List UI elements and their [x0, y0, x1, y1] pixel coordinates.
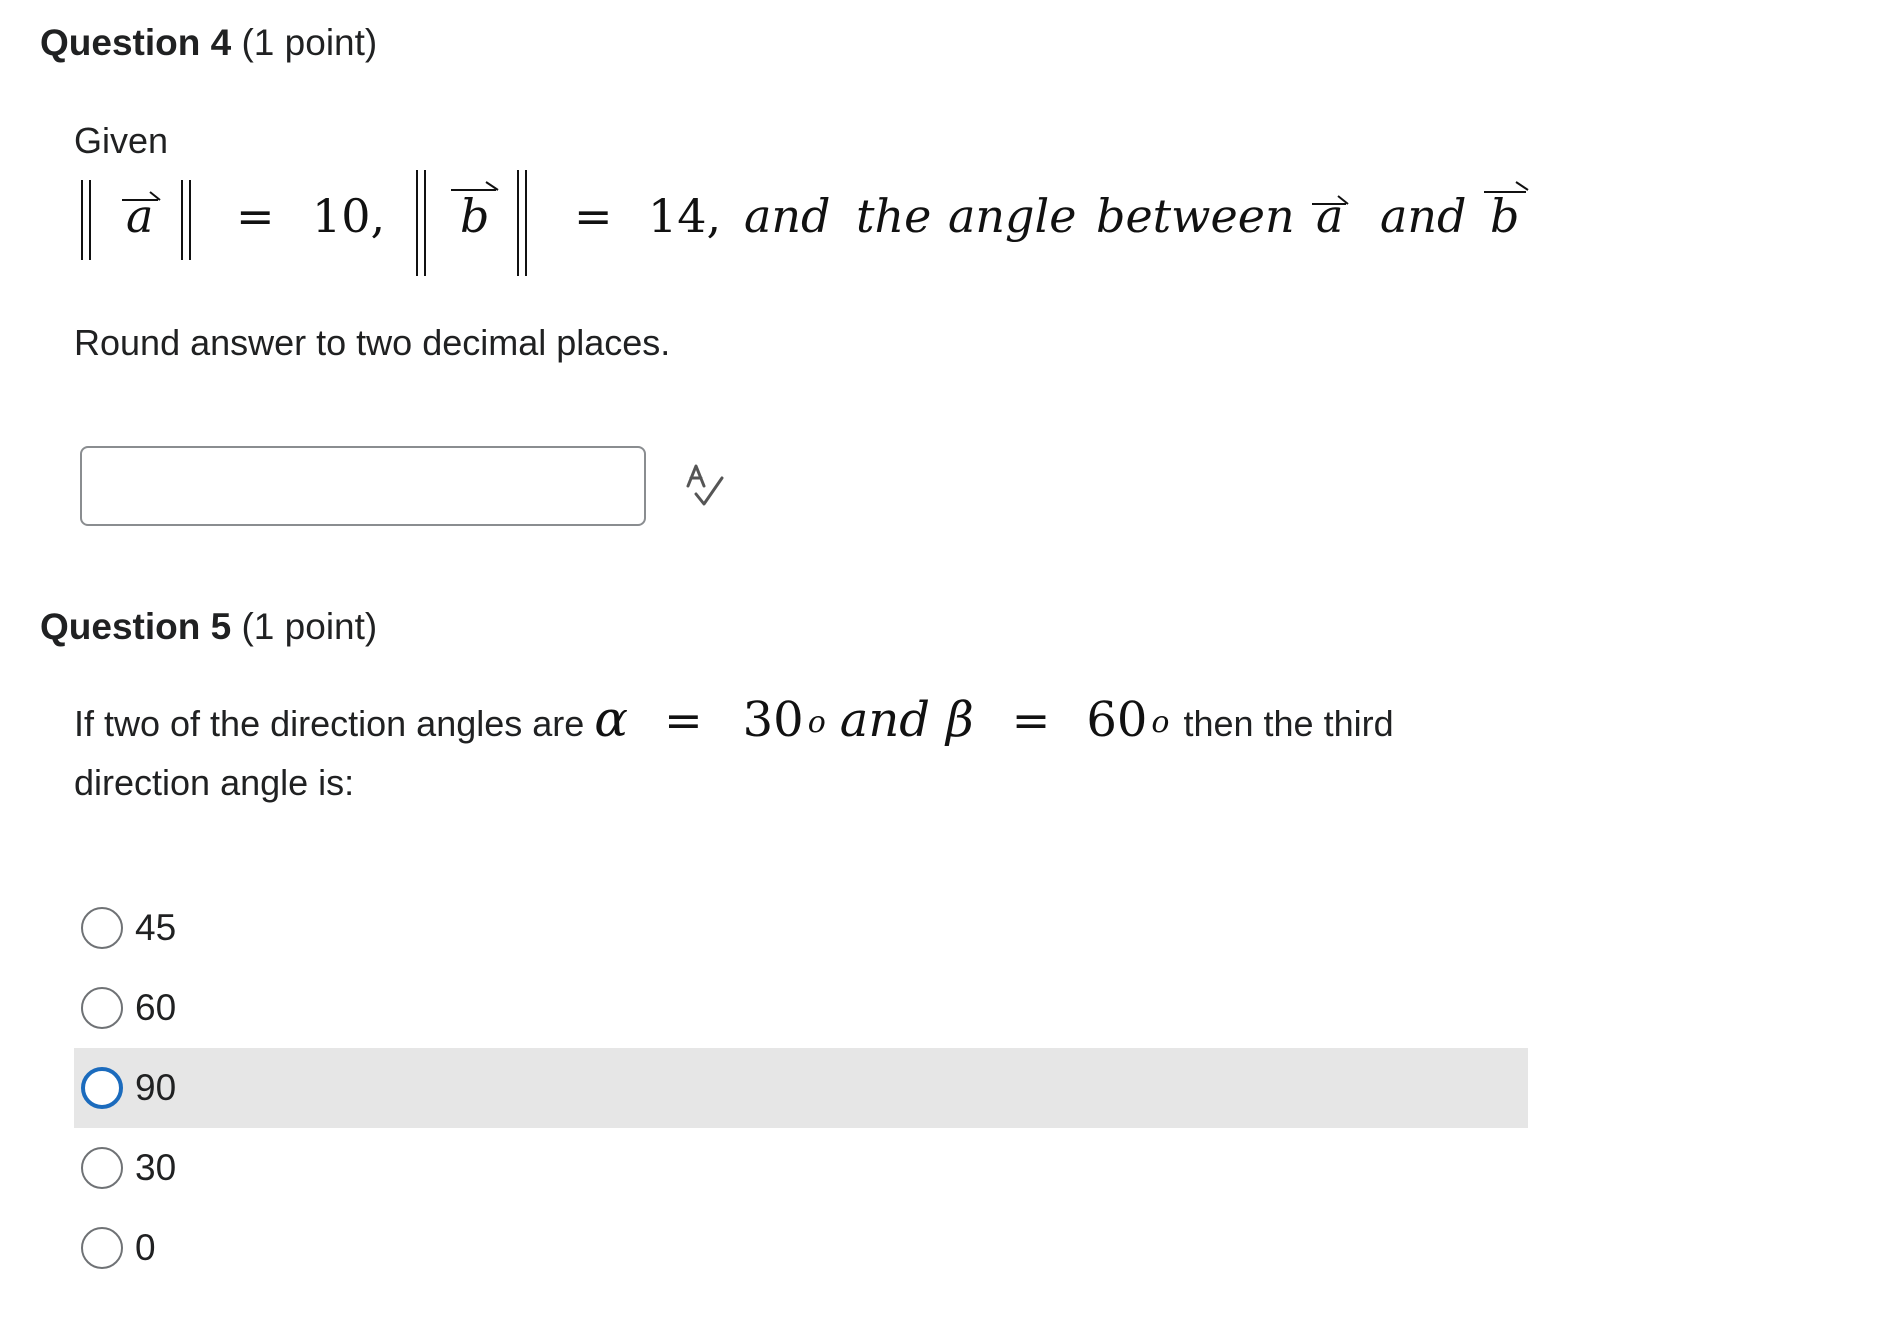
- round-instruction: Round answer to two decimal places.: [74, 322, 671, 363]
- vector-a-symbol: a: [126, 189, 154, 243]
- radio-button[interactable]: [81, 987, 123, 1029]
- option-label: 45: [135, 907, 177, 948]
- radio-button[interactable]: [81, 1147, 123, 1189]
- vector-b-symbol: b: [460, 189, 490, 243]
- magnitude-a-value: 10,: [312, 189, 386, 243]
- question-5-text-end: then the third: [1183, 703, 1394, 744]
- option-label: 60: [135, 987, 177, 1028]
- option-label: 30: [135, 1147, 177, 1188]
- equals-sign-beta: =: [1011, 693, 1051, 747]
- answer-input[interactable]: [80, 446, 646, 526]
- question-4-label: Question 4: [40, 22, 232, 63]
- question-5-title: [40, 606, 377, 648]
- option-60[interactable]: [74, 968, 1528, 1048]
- direction-angle-line-1: [74, 690, 1394, 754]
- alpha-value: 30: [742, 692, 804, 748]
- word-and-q5: and: [839, 692, 931, 748]
- radio-button[interactable]: [81, 1067, 123, 1109]
- option-30[interactable]: [74, 1128, 1528, 1208]
- word-and: and: [744, 189, 831, 243]
- option-45[interactable]: [74, 888, 1528, 968]
- equals-sign-1: =: [236, 189, 275, 243]
- equals-sign-2: =: [574, 189, 613, 243]
- option-label: 0: [135, 1227, 156, 1268]
- degree-mark-2: o: [1151, 705, 1170, 740]
- question-4-points: (1 point): [241, 22, 378, 63]
- question-5-points: (1 point): [241, 606, 378, 647]
- vector-equation: [0, 160, 1600, 290]
- word-between: between: [1096, 189, 1295, 243]
- option-0[interactable]: [74, 1208, 1528, 1288]
- equals-sign-alpha: =: [664, 693, 703, 747]
- degree-mark-1: o: [807, 705, 826, 740]
- word-angle: angle: [948, 189, 1077, 243]
- alpha-symbol: α: [594, 690, 629, 748]
- radio-button[interactable]: [81, 1227, 123, 1269]
- word-the: the: [856, 189, 932, 243]
- option-label: 90: [135, 1067, 177, 1108]
- spellcheck-icon[interactable]: [682, 462, 728, 508]
- question-5-label: Question 5: [40, 606, 232, 647]
- option-90[interactable]: [74, 1048, 1528, 1128]
- beta-value: 60: [1086, 692, 1148, 748]
- beta-symbol: β: [946, 692, 974, 748]
- magnitude-b-value: 14,: [648, 189, 722, 243]
- vector-b-symbol-2: b: [1490, 189, 1520, 243]
- direction-angle-line-2: direction angle is:: [74, 762, 355, 803]
- given-label: Given: [74, 120, 169, 161]
- vector-a-symbol-2: a: [1316, 189, 1344, 243]
- radio-button[interactable]: [81, 907, 123, 949]
- question-5-text-start: If two of the direction angles are: [74, 703, 585, 744]
- word-and-2: and: [1380, 189, 1467, 243]
- question-4-title: [40, 22, 377, 64]
